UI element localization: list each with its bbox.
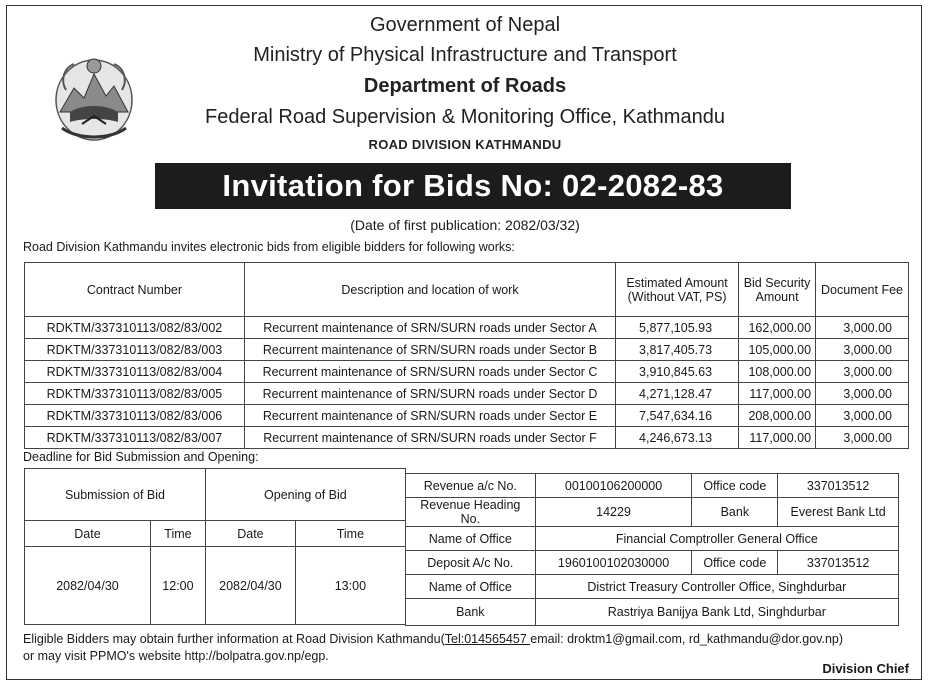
header-bid-security: Bid Security Amount — [739, 263, 816, 317]
submission-of-bid-label: Submission of Bid — [25, 469, 206, 521]
estimated-amount: 3,817,405.73 — [616, 339, 739, 361]
header-office: Federal Road Supervision & Monitoring Office, Kathmandu — [205, 106, 725, 128]
bid-security: 117,000.00 — [739, 427, 816, 449]
header-department: Department of Roads — [363, 75, 567, 97]
bid-security: 208,000.00 — [739, 405, 816, 427]
bid-security: 105,000.00 — [739, 339, 816, 361]
revenue-heading-row — [406, 498, 899, 527]
revenue-heading-value: 14229 — [535, 498, 692, 527]
submission-time-label: Time — [150, 521, 205, 547]
works-header-row — [25, 263, 909, 317]
works-table — [24, 262, 909, 449]
contract-number: RDKTM/337310113/082/83/006 — [25, 405, 245, 427]
document-fee: 3,000.00 — [816, 427, 909, 449]
header-government: Government of Nepal — [369, 14, 561, 36]
submission-time: 12:00 — [150, 547, 205, 625]
deposit-bank-value: Rastriya Banijya Bank Ltd, Singhdurbar — [535, 599, 898, 626]
revenue-office-code-label: Office code — [692, 474, 778, 498]
work-description: Recurrent maintenance of SRN/SURN roads under Sector E — [244, 405, 615, 427]
estimated-amount: 7,547,634.16 — [616, 405, 739, 427]
opening-date-label: Date — [205, 521, 295, 547]
revenue-deposit-table — [405, 473, 899, 626]
revenue-office-name-label: Name of Office — [406, 527, 536, 551]
contract-number: RDKTM/337310113/082/83/002 — [25, 317, 245, 339]
deposit-bank-label: Bank — [406, 599, 536, 626]
table-row — [25, 405, 909, 427]
opening-of-bid-label: Opening of Bid — [205, 469, 405, 521]
document-fee: 3,000.00 — [816, 383, 909, 405]
deposit-bank-row — [406, 599, 899, 626]
deposit-office-name-label: Name of Office — [406, 575, 536, 599]
footer-contact — [23, 632, 843, 646]
header-ministry: Ministry of Physical Infrastructure and Transport — [253, 44, 677, 66]
revenue-office-row — [406, 527, 899, 551]
bid-security: 108,000.00 — [739, 361, 816, 383]
signature-division-chief: Division Chief — [822, 661, 909, 676]
work-description: Recurrent maintenance of SRN/SURN roads under Sector A — [244, 317, 615, 339]
header-description: Description and location of work — [244, 263, 615, 317]
estimated-amount: 5,877,105.93 — [616, 317, 739, 339]
footer-website: or may visit PPMO's website http://bolpatra.gov.np/egp. — [23, 649, 329, 663]
contract-number: RDKTM/337310113/082/83/007 — [25, 427, 245, 449]
deposit-account-label: Deposit A/c No. — [406, 551, 536, 575]
work-description: Recurrent maintenance of SRN/SURN roads under Sector D — [244, 383, 615, 405]
opening-time: 13:00 — [295, 547, 405, 625]
document-fee: 3,000.00 — [816, 339, 909, 361]
header-division: ROAD DIVISION KATHMANDU — [368, 137, 562, 152]
footer-contact-prefix: Eligible Bidders may obtain further information at Road Division Kathmandu( — [23, 632, 445, 646]
intro-text: Road Division Kathmandu invites electronic bids from eligible bidders for following works: — [23, 240, 515, 254]
footer-email: email: droktm1@gmail.com, rd_kathmandu@dor.gov.np) — [530, 632, 844, 646]
work-description: Recurrent maintenance of SRN/SURN roads under Sector C — [244, 361, 615, 383]
header-document-fee: Document Fee — [816, 263, 909, 317]
publication-date: (Date of first publication: 2082/03/32) — [350, 217, 580, 233]
document-fee: 3,000.00 — [816, 317, 909, 339]
table-row — [25, 361, 909, 383]
revenue-office-code-value: 337013512 — [778, 474, 899, 498]
revenue-bank-value: Everest Bank Ltd — [778, 498, 899, 527]
deposit-account-row — [406, 551, 899, 575]
contract-number: RDKTM/337310113/082/83/003 — [25, 339, 245, 361]
opening-time-label: Time — [295, 521, 405, 547]
revenue-office-name-value: Financial Comptroller General Office — [535, 527, 898, 551]
work-description: Recurrent maintenance of SRN/SURN roads under Sector F — [244, 427, 615, 449]
document-fee: 3,000.00 — [816, 361, 909, 383]
deadline-label: Deadline for Bid Submission and Opening: — [23, 450, 259, 464]
notice-title: Invitation for Bids No: 02-2082-83 — [155, 163, 791, 209]
revenue-account-label: Revenue a/c No. — [406, 474, 536, 498]
deposit-office-row — [406, 575, 899, 599]
nepal-emblem-icon — [52, 50, 136, 144]
deposit-account-value: 1960100102030000 — [535, 551, 692, 575]
estimated-amount: 3,910,845.63 — [616, 361, 739, 383]
revenue-bank-label: Bank — [692, 498, 778, 527]
document-fee: 3,000.00 — [816, 405, 909, 427]
submission-date-label: Date — [25, 521, 151, 547]
table-row — [25, 317, 909, 339]
revenue-account-value: 00100106200000 — [535, 474, 692, 498]
header-contract-number: Contract Number — [25, 263, 245, 317]
contract-number: RDKTM/337310113/082/83/005 — [25, 383, 245, 405]
submission-date: 2082/04/30 — [25, 547, 151, 625]
contract-number: RDKTM/337310113/082/83/004 — [25, 361, 245, 383]
header-estimated-amount: Estimated Amount (Without VAT, PS) — [616, 263, 739, 317]
estimated-amount: 4,271,128.47 — [616, 383, 739, 405]
opening-date: 2082/04/30 — [205, 547, 295, 625]
deposit-office-code-value: 337013512 — [778, 551, 899, 575]
estimated-amount: 4,246,673.13 — [616, 427, 739, 449]
bid-security: 117,000.00 — [739, 383, 816, 405]
revenue-heading-label: Revenue Heading No. — [406, 498, 536, 527]
deposit-office-name-value: District Treasury Controller Office, Singhdurbar — [535, 575, 898, 599]
table-row — [25, 383, 909, 405]
revenue-account-row — [406, 474, 899, 498]
work-description: Recurrent maintenance of SRN/SURN roads under Sector B — [244, 339, 615, 361]
footer-telephone: Tel:014565457 — [444, 632, 531, 646]
bid-security: 162,000.00 — [739, 317, 816, 339]
table-row — [25, 339, 909, 361]
table-row — [25, 427, 909, 449]
deposit-office-code-label: Office code — [692, 551, 778, 575]
